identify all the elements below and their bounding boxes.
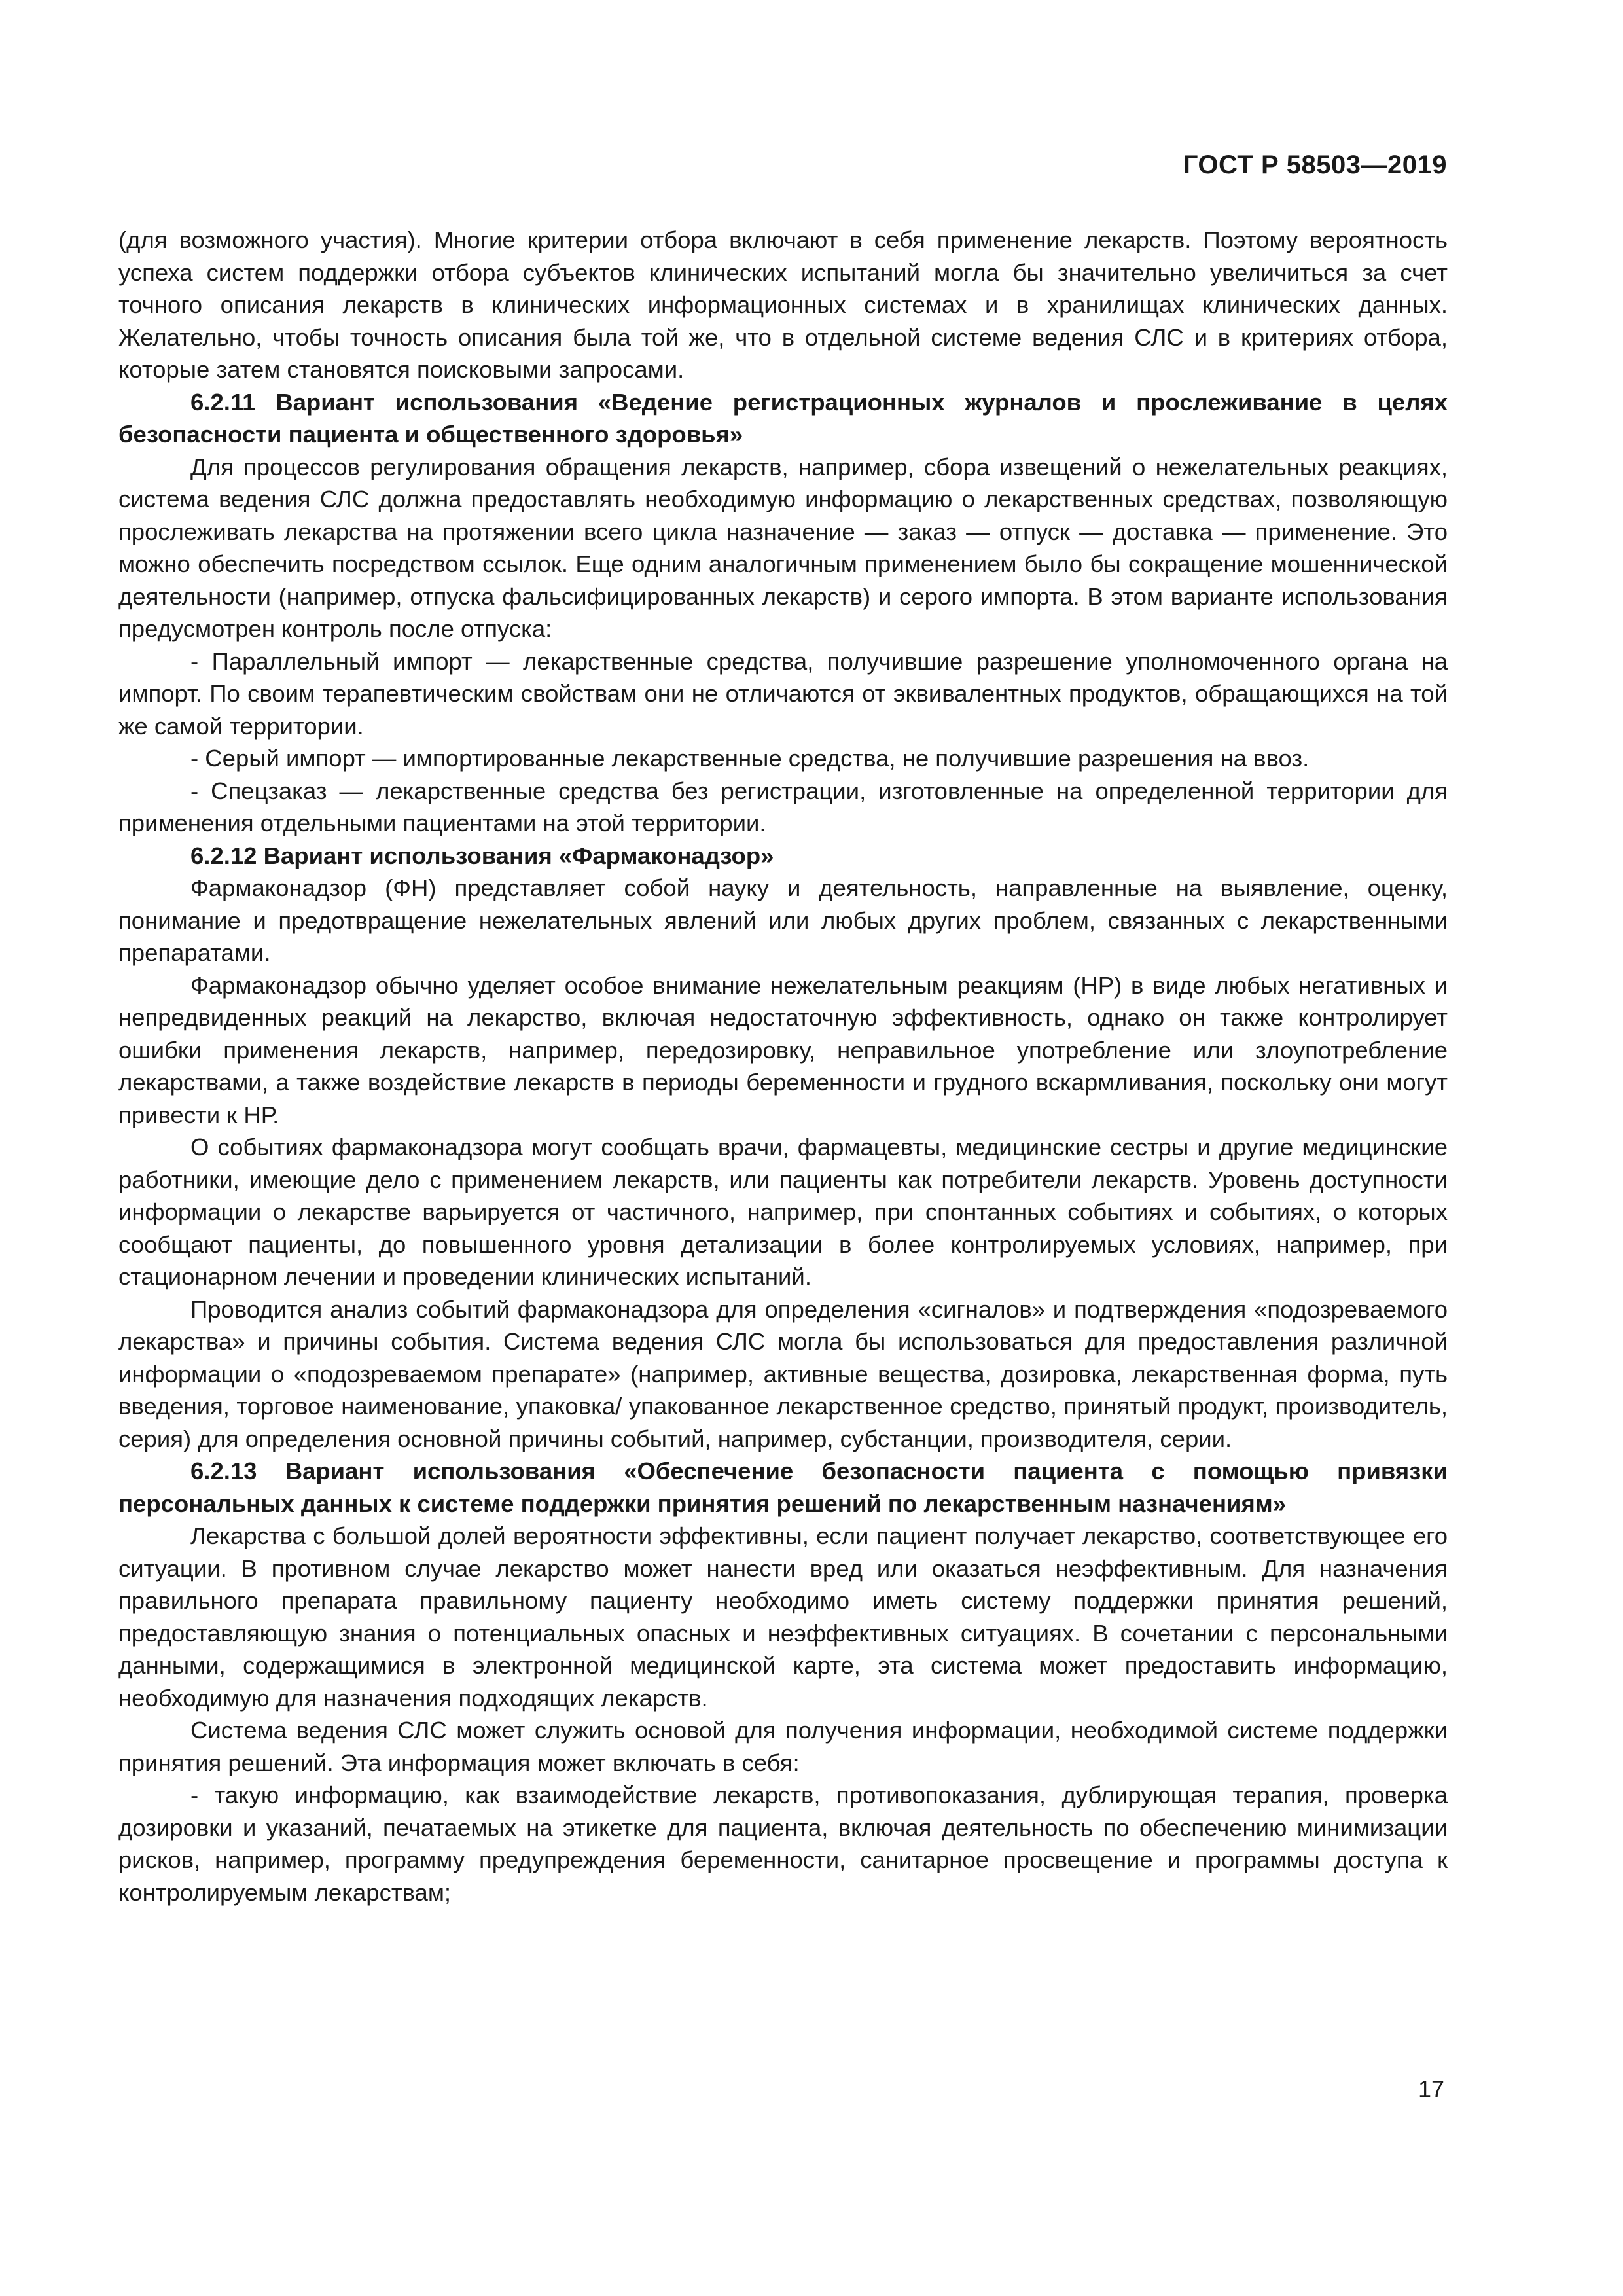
paragraph: Для процессов регулирования обращения лекарств, например, сбора извещений о нежелательных реакциях, система ведения СЛС должна предоставлять необходимую информацию о лекарственных средствах, позволяющую прослеживать лекарства на протяжении всего цикла назначение — заказ — отпуск — доставка — применение. Это можно обеспечить посредством ссылок. Еще одним аналогичным применением было бы сокращение мошеннической деятельности (например, отпуска фальсифицированных лекарств) и серого импорта. В этом варианте использования предусмотрен контроль после отпуска: xyxy=(118,453,1448,642)
section-heading-6-2-13: 6.2.13 Вариант использования «Обеспечение безопасности пациента с помощью привязки персональных данных к системе поддержки принятия решений по лекарственным назначениям» xyxy=(118,1458,1448,1517)
paragraph: Фармаконадзор (ФН) представляет собой науку и деятельность, направленные на выявление, оценку, понимание и предотвращение нежелательных явлений или любых других проблем, связанных с лекарственными препаратами. xyxy=(118,874,1448,966)
section-heading-6-2-11: 6.2.11 Вариант использования «Ведение регистрационных журналов и прослеживание в целях безопасности пациента и общественного здоровья» xyxy=(118,388,1448,448)
paragraph: Проводится анализ событий фармаконадзора для определения «сигналов» и подтверждения «подозреваемого лекарства» и причины события. Система ведения СЛС могла бы использоваться для предоставления различной информации о «подозреваемом препарате» (например, активные вещества, дозировка, лекарственная форма, путь введения, торговое наименование, упаковка/ упакованное лекарственное средство, принятый продукт, производитель, серия) для определения основной причины событий, например, субстанции, производителя, серии. xyxy=(118,1295,1448,1452)
paragraph: Фармаконадзор обычно уделяет особое внимание нежелательным реакциям (НР) в виде любых негативных и непредвиденных реакций на лекарство, включая недостаточную эффективность, однако он также контролирует ошибки применения лекарств, например, передозировку, неправильное употребление или злоупотребление лекарствами, а также воздействие лекарств в периоды беременности и грудного вскармливания, поскольку они могут привести к НР. xyxy=(118,971,1448,1128)
list-item: - Параллельный импорт — лекарственные средства, получившие разрешение уполномоченного органа на импорт. По своим терапевтическим свойствам они не отличаются от эквивалентных продуктов, обращающихся на той же самой территории. xyxy=(118,647,1448,740)
document-header-id: ГОСТ Р 58503—2019 xyxy=(1183,151,1447,179)
paragraph: Система ведения СЛС может служить основой для получения информации, необходимой системе поддержки принятия решений. Эта информация может включать в себя: xyxy=(118,1717,1448,1776)
list-item: - Серый импорт — импортированные лекарственные средства, не получившие разрешения на ввоз. xyxy=(190,745,1310,772)
page-number: 17 xyxy=(1418,2075,1444,2102)
list-item: - Спецзаказ — лекарственные средства без регистрации, изготовленные на определенной территории для применения отдельными пациентами на этой территории. xyxy=(118,777,1448,836)
list-item: - такую информацию, как взаимодействие лекарств, противопоказания, дублирующая терапия, проверка дозировки и указаний, печатаемых на этикетке для пациента, включая деятельность по обеспечению минимизации рисков, например, программу предупреждения беременности, санитарное просвещение и программы доступа к контролируемым лекарствам; xyxy=(118,1782,1448,1906)
document-body xyxy=(118,224,1448,1909)
paragraph: О событиях фармаконадзора могут сообщать врачи, фармацевты, медицинские сестры и другие медицинские работники, имеющие дело с применением лекарств, или пациенты как потребители лекарств. Уровень доступности информации о лекарстве варьируется от частичного, например, при спонтанных событиях и событиях, о которых сообщают пациенты, до повышенного уровня детализации в более контролируемых условиях, например, при стационарном лечении и проведении клинических испытаний. xyxy=(118,1134,1448,1290)
paragraph: Лекарства с большой долей вероятности эффективны, если пациент получает лекарство, соответствующее его ситуации. В противном случае лекарство может нанести вред или оказаться неэффективным. Для назначения правильного препарата правильному пациенту необходимо иметь систему поддержки принятия решений, предоставляющую знания о потенциальных опасных и неэффективных ситуациях. В сочетании с персональными данными, содержащимися в электронной медицинской карте, эта система может предоставить информацию, необходимую для назначения подходящих лекарств. xyxy=(118,1522,1448,1712)
paragraph: (для возможного участия). Многие критерии отбора включают в себя применение лекарств. Поэтому вероятность успеха систем поддержки отбора субъектов клинических испытаний могла бы значительно увеличиться за счет точного описания лекарств в клинических информационных системах и в хранилищах клинических данных. Желательно, чтобы точность описания была той же, что в отдельной системе ведения СЛС и в критериях отбора, которые затем становятся поисковыми запросами. xyxy=(118,226,1448,383)
section-heading-6-2-12: 6.2.12 Вариант использования «Фармаконадзор» xyxy=(190,842,774,869)
